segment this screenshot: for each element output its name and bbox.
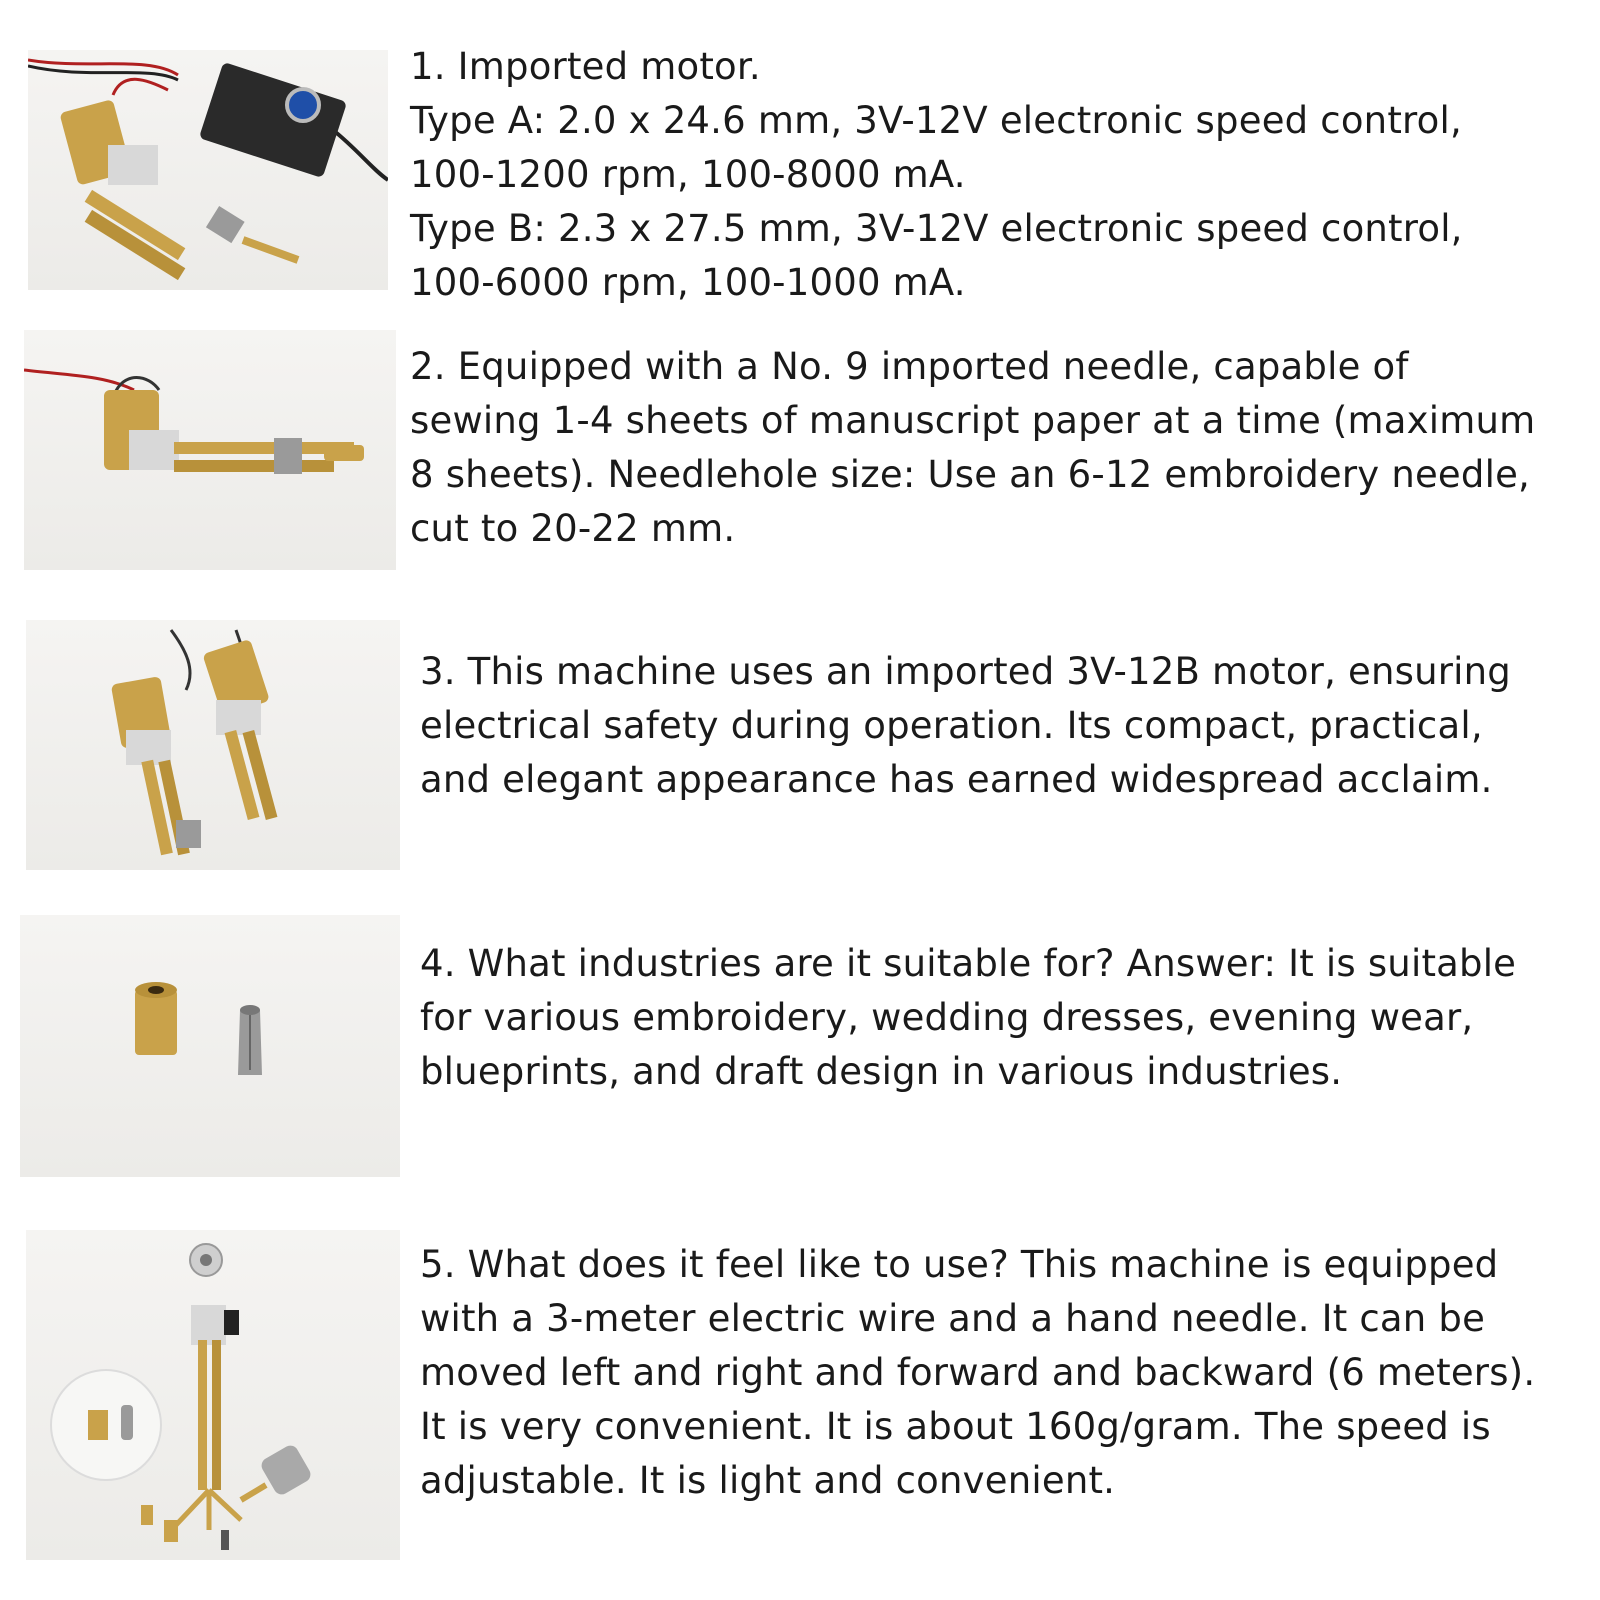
feature-row-3 (0, 600, 1600, 890)
feature-2-line-1: 2. Equipped with a No. 9 imported needle, capable of (410, 345, 1409, 388)
feature-5-line-3: moved left and right and forward and backward (6 meters). (420, 1351, 1536, 1394)
feature-1-line-1: 1. Imported motor. (410, 45, 761, 88)
feature-text-4 (420, 937, 1516, 1099)
feature-4-line-1: 4. What industries are it suitable for? Answer: It is suitable (420, 942, 1517, 985)
feature-row-1 (0, 0, 1600, 310)
feature-3-line-3: and elegant appearance has earned widespread acclaim. (420, 758, 1493, 801)
feature-row-5 (0, 1220, 1600, 1580)
feature-row-4 (0, 905, 1600, 1185)
two-machines-photo (26, 620, 400, 870)
feature-5-line-1: 5. What does it feel like to use? This machine is equipped (420, 1243, 1499, 1286)
feature-1-line-2: Type A: 2.0 x 24.6 mm, 3V-12V electronic speed control, (410, 99, 1462, 142)
motor-controller-photo (28, 50, 388, 290)
feature-5-line-5: adjustable. It is light and convenient. (420, 1459, 1116, 1502)
feature-2-line-2: sewing 1-4 sheets of manuscript paper at a time (maximum (410, 399, 1536, 442)
feature-5-line-4: It is very convenient. It is about 160g/gram. The speed is (420, 1405, 1491, 1448)
collets-photo (20, 915, 400, 1177)
feature-3-line-1: 3. This machine uses an imported 3V-12B motor, ensuring (420, 650, 1511, 693)
feature-text-1 (410, 40, 1463, 310)
needle-machine-photo (24, 330, 396, 570)
parts-kit-photo (26, 1230, 400, 1560)
feature-4-line-2: for various embroidery, wedding dresses, evening wear, (420, 996, 1474, 1039)
feature-text-2 (410, 340, 1535, 556)
feature-2-line-4: cut to 20-22 mm. (410, 507, 736, 550)
feature-2-line-3: 8 sheets). Needlehole size: Use an 6-12 embroidery needle, (410, 453, 1530, 496)
feature-1-line-5: 100-6000 rpm, 100-1000 mA. (410, 261, 966, 304)
feature-4-line-3: blueprints, and draft design in various industries. (420, 1050, 1343, 1093)
feature-5-line-2: with a 3-meter electric wire and a hand needle. It can be (420, 1297, 1486, 1340)
feature-1-line-4: Type B: 2.3 x 27.5 mm, 3V-12V electronic speed control, (410, 207, 1463, 250)
feature-1-line-3: 100-1200 rpm, 100-8000 mA. (410, 153, 966, 196)
feature-text-5 (420, 1238, 1535, 1508)
feature-text-3 (420, 645, 1511, 807)
feature-row-2 (0, 320, 1600, 580)
feature-3-line-2: electrical safety during operation. Its compact, practical, (420, 704, 1483, 747)
